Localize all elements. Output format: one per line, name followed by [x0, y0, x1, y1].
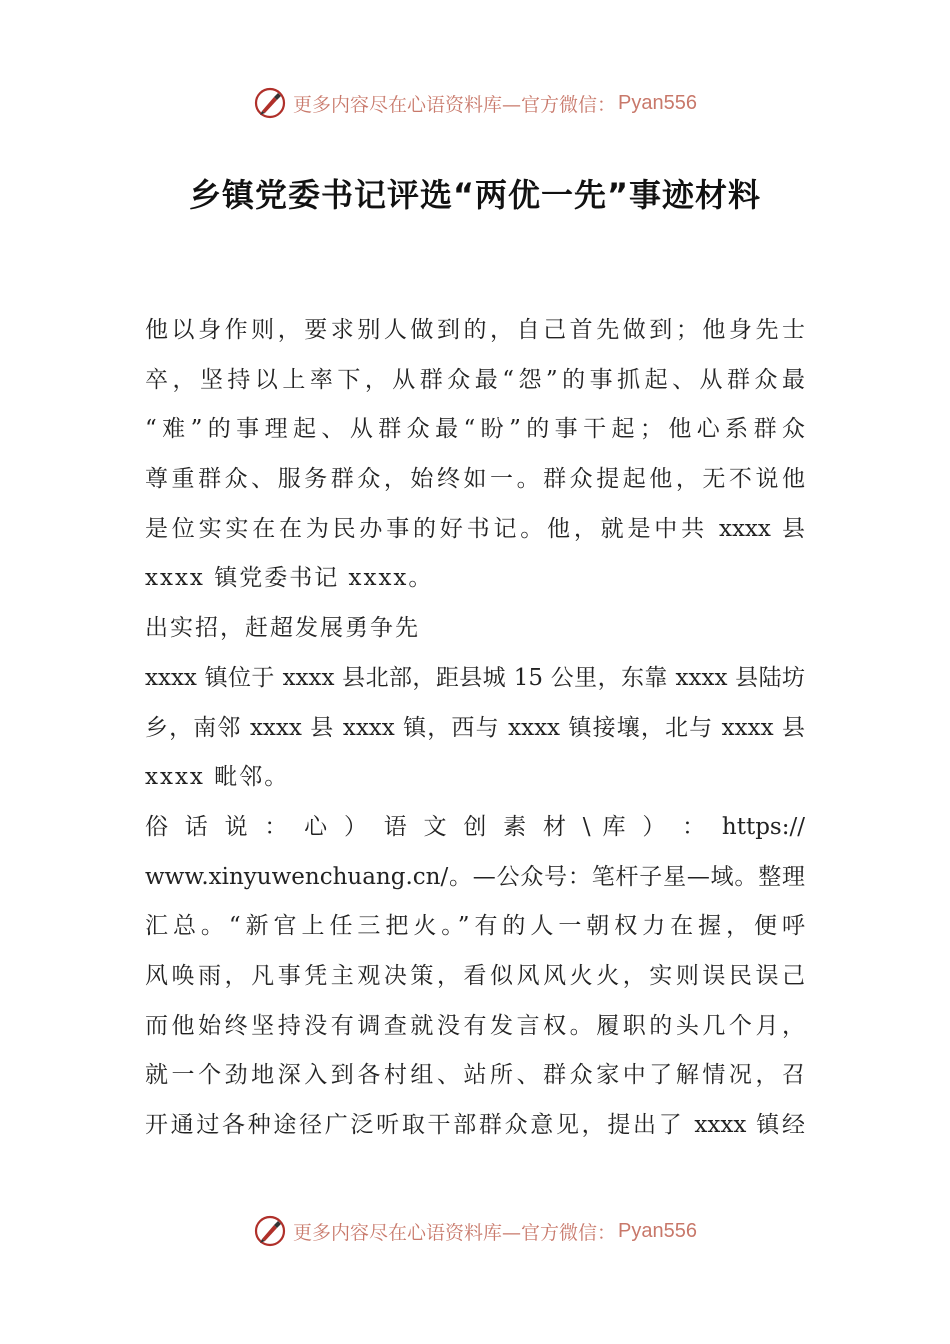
body-line: 卒，坚持以上率下，从群众最“怨”的事抓起、从群众最 [145, 366, 805, 393]
section-heading: 出实招，赶超发展勇争先 [145, 615, 420, 642]
footer-banner-id: Pyan556 [618, 1219, 697, 1242]
body-line: 他以身作则，要求别人做到的，自己首先做到；他身先士 [145, 317, 805, 343]
document-body [145, 306, 805, 1151]
body-line: 汇总。“新官上任三把火。”有的人一朝权力在握，便呼 [145, 913, 805, 940]
document-title: 乡镇党委书记评选“两优一先”事迹材料 [188, 176, 762, 214]
body-line: “难”的事理起、从群众最“盼”的事干起；他心系群众 [145, 416, 805, 443]
body-line: www.xinyuwenchuang.cn/。—公众号：笔杆子星—域。整理 [145, 863, 805, 890]
pen-logo-icon [253, 86, 287, 120]
header-banner-id: Pyan556 [618, 91, 697, 114]
footer-banner-text: 更多内容尽在心语资料库—官方微信： [293, 1221, 617, 1244]
body-line: 风唤雨，凡事凭主观决策，看似风风火火，实则误民误己 [145, 962, 805, 989]
pen-logo-icon [253, 1214, 287, 1248]
body-line: xxxx 镇位于 xxxx 县北部，距县城 15 公里，东靠 xxxx 县陆坊 [145, 664, 805, 691]
body-line: 尊重群众、服务群众，始终如一。群众提起他，无不说他 [145, 466, 805, 493]
footer-banner [0, 1211, 950, 1251]
body-line: xxxx 镇党委书记 xxxx。 [145, 565, 434, 592]
body-line: xxxx 毗邻。 [145, 764, 290, 791]
body-line: 俗 话 说 ： 心 ） 语 文 创 素 材 \ 库 ） ： https:// [145, 813, 805, 840]
body-line: 是位实实在在为民办事的好书记。他，就是中共 xxxx 县 [145, 515, 805, 542]
body-line: 而他始终坚持没有调查就没有发言权。履职的头几个月， [145, 1012, 805, 1039]
header-banner-text: 更多内容尽在心语资料库—官方微信： [293, 93, 617, 116]
body-line: 开通过各种途径广泛听取干部群众意见，提出了 xxxx 镇经 [145, 1112, 805, 1138]
body-line: 就一个劲地深入到各村组、站所、群众家中了解情况，召 [145, 1062, 805, 1089]
header-banner [0, 83, 950, 123]
body-line: 乡，南邻 xxxx 县 xxxx 镇，西与 xxxx 镇接壤，北与 xxxx 县 [145, 714, 805, 741]
